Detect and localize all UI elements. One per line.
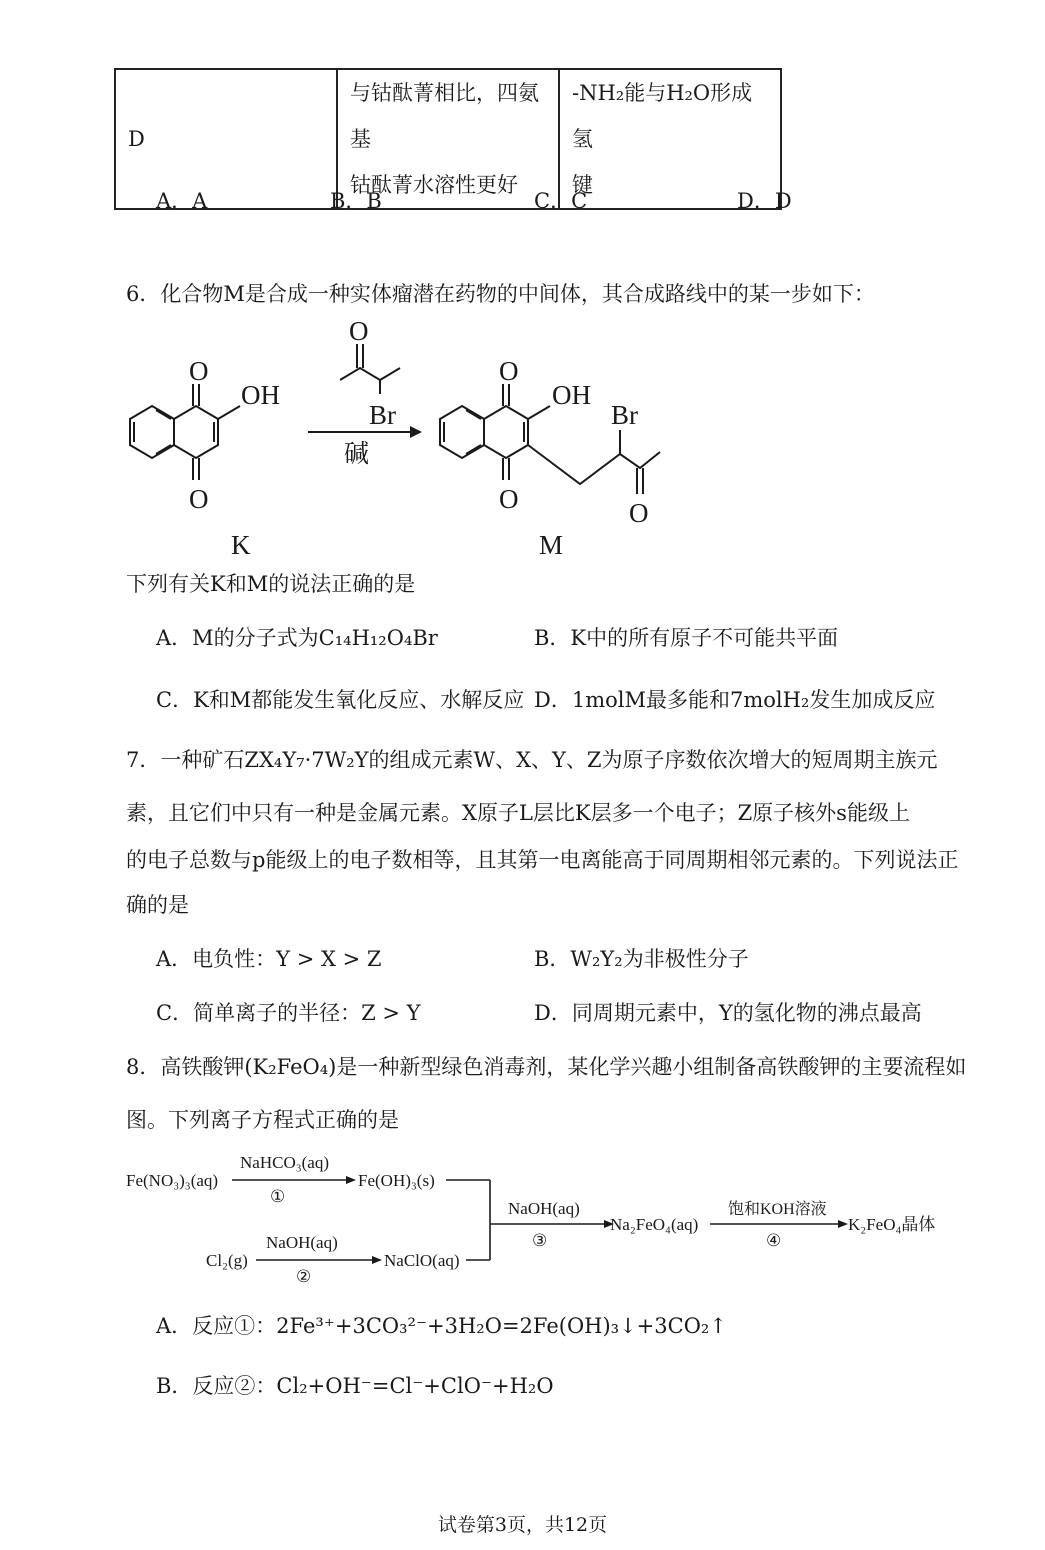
q5-option-b: B．B <box>330 189 382 213</box>
q5-table <box>114 68 782 210</box>
q5-option-a: A．A <box>156 189 208 213</box>
m-oh: OH <box>552 380 591 410</box>
statement-line: 钴酞菁水溶性更好 <box>350 173 518 197</box>
q5-option-c: C．C <box>534 189 588 213</box>
flow-product3: Na₂FeO₄(aq) <box>610 1215 699 1234</box>
m-side-chain <box>528 445 660 484</box>
q5-option-d: D．D <box>737 189 792 213</box>
flow-step2: ② <box>296 1267 312 1286</box>
flow-reagent3: NaOH(aq) <box>508 1199 580 1218</box>
m-br: Br <box>611 400 638 430</box>
k-benzene-ring <box>130 406 174 458</box>
q8-option-b: B．反应②：Cl₂+OH⁻=Cl⁻+ClO⁻+H₂O <box>156 1374 554 1398</box>
q8-line: 图。下列离子方程式正确的是 <box>126 1108 399 1132</box>
reagent-o: O <box>349 316 369 346</box>
q7-line: 确的是 <box>126 893 189 917</box>
flow-start2: Cl₂(g) <box>206 1251 248 1270</box>
page-footer: 试卷第3页，共12页 <box>437 1514 608 1536</box>
reason-line: -NH₂能与H₂O形成氢 <box>572 81 753 151</box>
flow-product2: NaClO(aq) <box>384 1251 460 1270</box>
reagent-br: Br <box>369 400 396 430</box>
q8-option-a: A．反应①：2Fe³⁺+3CO₃²⁻+3H₂O=2Fe(OH)₃↓+3CO₂↑ <box>156 1314 727 1338</box>
flow-start1: Fe(NO₃)₃(aq) <box>126 1171 219 1190</box>
k-o-bottom: O <box>189 484 209 514</box>
q7-line: 素，且它们中只有一种是金属元素。X原子L层比K层多一个电子；Z原子核外s能级上 <box>126 801 910 825</box>
statement-line: 与钴酞菁相比，四氨基 <box>350 81 539 151</box>
reason-line: 键 <box>572 173 593 197</box>
q8-line: 8．高铁酸钾(K₂FeO₄)是一种新型绿色消毒剂，某化学兴趣小组制备高铁酸钾的主要流程如 <box>126 1055 967 1079</box>
m-o-top: O <box>499 356 519 386</box>
flow-step1: ① <box>270 1187 286 1206</box>
table-row <box>115 69 781 209</box>
q7-line: 7．一种矿石ZX₄Y₇·7W₂Y的组成元素W、X、Y、Z为原子序数依次增大的短周期主族元 <box>126 748 938 772</box>
flow-step3: ③ <box>532 1231 548 1250</box>
label-m: M <box>539 530 564 560</box>
q6-option-c: C．K和M都能发生氧化反应、水解反应 <box>156 688 525 712</box>
q6-option-a: A．M的分子式为C₁₄H₁₂O₄Br <box>156 626 438 650</box>
q6-stem: 6．化合物M是合成一种实体瘤潜在药物的中间体，其合成路线中的某一步如下： <box>126 282 875 306</box>
reagent-skeleton <box>340 368 400 380</box>
flow-product1: Fe(OH)₃(s) <box>358 1171 435 1190</box>
m-o-ketone: O <box>629 498 649 528</box>
k-quinone-ring <box>174 406 218 458</box>
q7-option-a: A．电负性：Y > X > Z <box>156 947 382 971</box>
label-k: K <box>231 530 251 560</box>
m-o-bottom: O <box>499 484 519 514</box>
reaction-scheme <box>110 312 710 572</box>
q7-option-d: D．同周期元素中，Y的氢化物的沸点最高 <box>534 1001 922 1025</box>
m-quinone-ring <box>484 406 528 458</box>
q6-option-b: B．K中的所有原子不可能共平面 <box>534 626 839 650</box>
reagent-condition: 碱 <box>344 441 370 468</box>
q7-option-c: C．简单离子的半径：Z > Y <box>156 1001 421 1025</box>
flow-step4: ④ <box>766 1231 782 1250</box>
flow-reagent4: 饱和KOH溶液 <box>728 1201 827 1218</box>
k-oh: OH <box>241 380 280 410</box>
flow-reagent2: NaOH(aq) <box>266 1233 338 1252</box>
flow-product4: K₂FeO₄晶体 <box>848 1215 936 1234</box>
m-benzene-ring <box>440 406 484 458</box>
q6-option-d: D．1molM最多能和7molH₂发生加成反应 <box>534 688 936 712</box>
q7-option-b: B．W₂Y₂为非极性分子 <box>534 947 749 971</box>
row-label: D <box>115 69 337 209</box>
k-o-top: O <box>189 356 209 386</box>
flow-diagram <box>120 1148 950 1288</box>
q7-line: 的电子总数与p能级上的电子数相等，且其第一电离能高于同周期相邻元素的。下列说法正 <box>126 848 959 872</box>
flow-reagent1: NaHCO₃(aq) <box>240 1153 330 1172</box>
q6-question: 下列有关K和M的说法正确的是 <box>126 572 416 596</box>
